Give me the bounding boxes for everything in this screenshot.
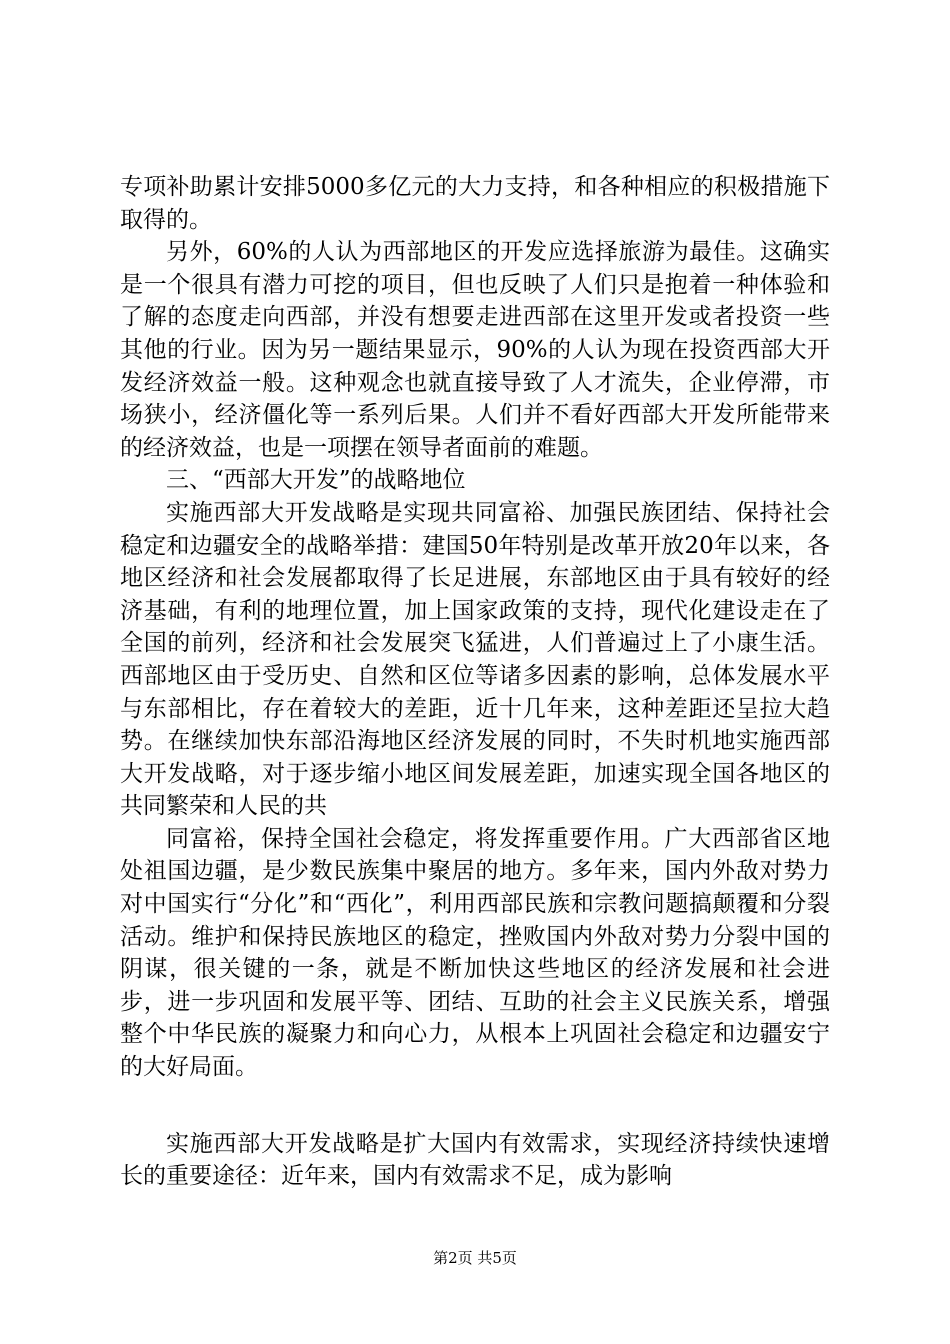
paragraph-tourism: 另外，60%的人认为西部地区的开发应选择旅游为最佳。这确实是一个很具有潜力可挖的项目，但也反映了人们只是抱着一种体验和了解的态度走向西部，并没有想要走进西部在这里开发或者投资一些其他的行业。因为另一题结果显示，90%的人认为现在投资西部大开发经济效益一般。这种观念也就直接导致了人才流失，企业停滞，市场狭小，经济僵化等一系列后果。人们并不看好西部大开发所能带来的经济效益，也是一项摆在领导者面前的难题。 [120, 239, 830, 461]
paragraph-continuation: 专项补助累计安排5000多亿元的大力支持，和各种相应的积极措施下取得的。 [120, 174, 830, 233]
paragraph-demand: 实施西部大开发战略是扩大国内有效需求，实现经济持续快速增长的重要途径：近年来，国内有效需求不足，成为影响 [120, 1130, 830, 1190]
paragraph-strategy: 实施西部大开发战略是实现共同富裕、加强民族团结、保持社会稳定和边疆安全的战略举措：建国50年特别是改革开放20年以来，各地区经济和社会发展都取得了长足进展，东部地区由于具有较好的经济基础，有利的地理位置，加上国家政策的支持，现代化建设走在了全国的前列，经济和社会发展突飞猛进，人们普遍过上了小康生活。西部地区由于受历史、自然和区位等诸多因素的影响，总体发展水平与东部相比，存在着较大的差距，近十几年来，这种差距还呈拉大趋势。在继续加快东部沿海地区经济发展的同时，不失时机地实施西部大开发战略，对于逐步缩小地区间发展差距，加速实现全国各地区的共同繁荣和人民的共 [120, 499, 830, 820]
document-body [120, 171, 830, 1193]
section-heading: 三、“西部大开发”的战略地位 [166, 467, 466, 494]
page-footer [0, 1248, 950, 1268]
page-number: 第2页 共5页 [433, 1249, 517, 1267]
paragraph-stability: 同富裕，保持全国社会稳定，将发挥重要作用。广大西部省区地处祖国边疆，是少数民族集中聚居的地方。多年来，国内外敌对势力对中国实行“分化”和“西化”，利用西部民族和宗教问题搞颠覆和分裂活动。维护和保持民族地区的稳定，挫败国内外敌对势力分裂中国的阴谋，很关键的一条，就是不断加快这些地区的经济发展和社会进步，进一步巩固和发展平等、团结、互助的社会主义民族关系，增强整个中华民族的凝聚力和向心力，从根本上巩固社会稳定和边疆安宁的大好局面。 [120, 825, 830, 1081]
